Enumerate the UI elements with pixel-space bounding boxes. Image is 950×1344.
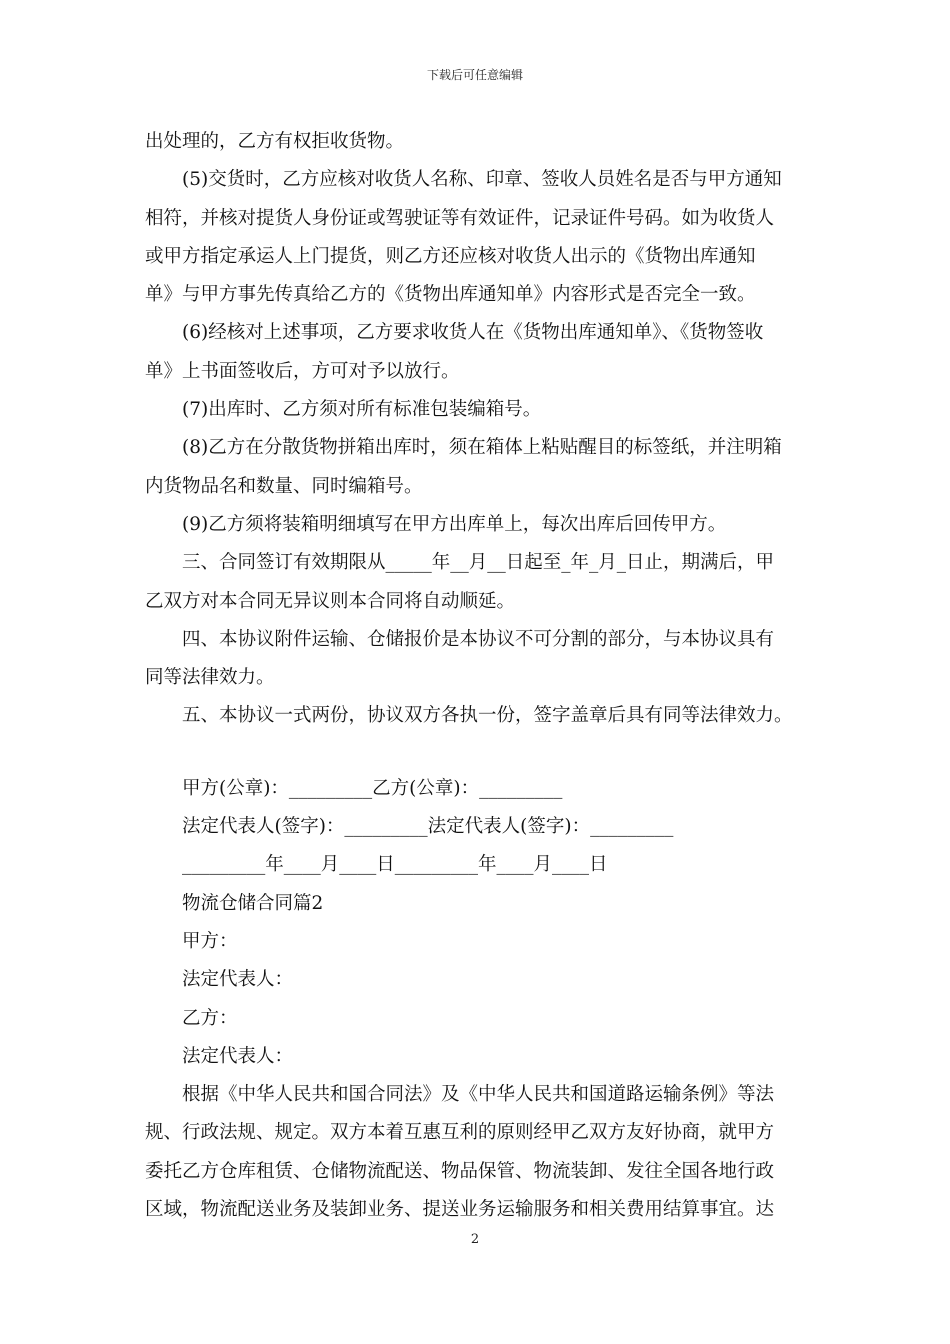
text-line: 内货物品名和数量、同时编箱号。 [145,475,423,497]
text-line: 相符，并核对提货人身份证或驾驶证等有效证件，记录证件号码。如为收货人 [145,207,775,229]
text-line: 五、本协议一式两份，协议双方各执一份，签字盖章后具有同等法律效力。 [182,705,793,727]
text-line: 委托乙方仓库租赁、仓储物流配送、物品保管、物流装卸、发往全国各地行政 [145,1160,775,1182]
date-line: _________年____月____日_________年____月____日 [182,854,608,876]
text-line: 乙双方对本合同无异议则本合同将自动顺延。 [145,590,516,612]
legal-rep-label: 法定代表人： [182,969,294,991]
text-line: (5)交货时，乙方应核对收货人名称、印章、签收人员姓名是否与甲方通知 [182,169,782,191]
signature-line: 甲方(公章)：_________乙方(公章)：_________ [182,777,563,799]
party-a-label: 甲方： [182,930,238,952]
party-b-label: 乙方： [182,1007,238,1029]
text-line: 同等法律效力。 [145,667,275,689]
text-line: 四、本协议附件运输、仓储报价是本协议不可分割的部分，与本协议具有 [182,628,775,650]
text-line: 或甲方指定承运人上门提货，则乙方还应核对收货人出示的《货物出库通知 [145,245,756,267]
text-line: 单》与甲方事先传真给乙方的《货物出库通知单》内容形式是否完全一致。 [145,284,756,306]
text-line: (8)乙方在分散货物拼箱出库时，须在箱体上粘贴醒目的标签纸，并注明箱 [182,437,782,459]
page-header: 下载后可任意编辑 [426,68,523,82]
text-line: (9)乙方须将装箱明细填写在甲方出库单上，每次出库后回传甲方。 [182,513,727,535]
text-line: 三、合同签订有效期限从_____年__月__日起至_年_月_日止，期满后，甲 [182,552,775,574]
text-line: 出处理的，乙方有权拒收货物。 [145,131,405,152]
text-line: 规、行政法规、规定。双方本着互惠互利的原则经甲乙双方友好协商，就甲方 [145,1122,775,1144]
legal-rep-label: 法定代表人： [182,1045,294,1067]
text-line: 根据《中华人民共和国合同法》及《中华人民共和国道路运输条例》等法 [182,1084,775,1106]
text-line: 单》上书面签收后，方可对予以放行。 [145,360,460,382]
section-title: 物流仓储合同篇2 [182,892,324,914]
signature-line: 法定代表人(签字)：_________法定代表人(签字)：_________ [182,816,674,838]
text-line: (7)出库时、乙方须对所有标准包装编箱号。 [182,399,542,421]
blank-line [145,736,815,770]
document-body [145,123,815,1229]
page-number: 2 [470,1232,480,1247]
text-line: 区域，物流配送业务及装卸业务、提送业务运输服务和相关费用结算事宜。达 [145,1199,775,1221]
text-line: (6)经核对上述事项，乙方要求收货人在《货物出库通知单》、《货物签收 [182,322,764,344]
